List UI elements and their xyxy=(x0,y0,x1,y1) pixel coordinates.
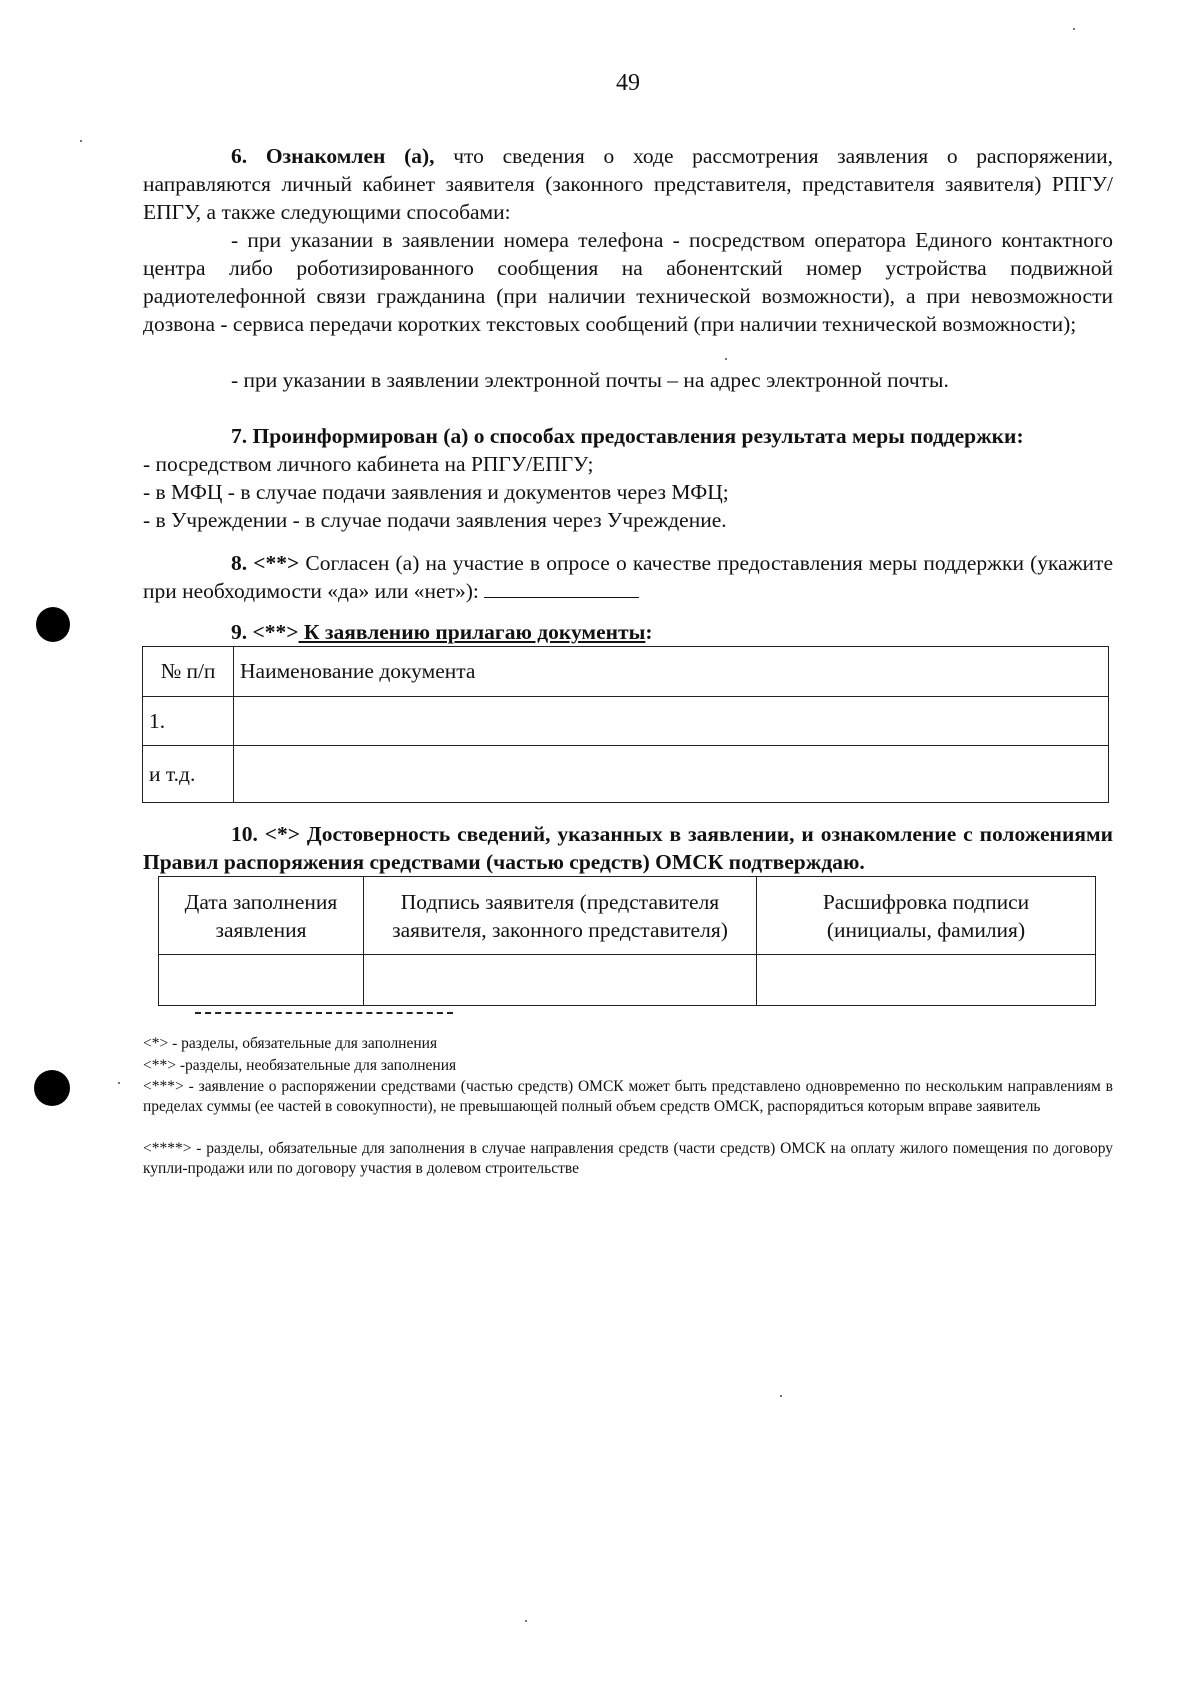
footnote-4: <****> - разделы, обязательные для заполнения в случае направления средств (части средств) ОМСК на оплату жилого помещения по договору купли-продажи или по договору участия в долевом строительстве xyxy=(143,1140,1113,1177)
section-9-heading: К заявлению прилагаю документы xyxy=(298,620,646,644)
section-6-text: что сведения о ходе рассмотрения заявления о распоряжении, направляются личный кабинет заявителя (законного представителя, представителя заявителя) РПГУ/ЕПГУ, а также следующими способами: xyxy=(143,144,1114,224)
section-8-text: Согласен (а) на участие в опросе о качестве предоставления меры поддержки (укажите при необходимости «да» или «нет»): xyxy=(143,551,1113,603)
section-9-heading-line xyxy=(143,618,1113,646)
section-6-paragraph xyxy=(143,142,1113,226)
table-row xyxy=(159,955,1096,1006)
signature-decoding-field[interactable] xyxy=(757,955,1096,1006)
scan-speck xyxy=(80,140,82,142)
section-10-heading: 10. <*> Достоверность сведений, указанных в заявлении, и ознакомление с положениями Правил распоряжения средствами (частью средств) ОМСК подтверждаю. xyxy=(143,822,1113,874)
section-9-number: 9. <**> xyxy=(231,620,299,644)
date-field[interactable] xyxy=(159,955,364,1006)
section-6-item-phone: - при указании в заявлении номера телефона - посредством оператора Единого контактного центра либо роботизированного сообщения на абонентский номер устройства подвижной радиотелефонной связи гражданина (при наличии технической возможности), а при невозможности дозвона - сервиса передачи коротких текстовых сообщений (при наличии технической возможности); xyxy=(143,228,1113,336)
documents-row-2-number: и т.д. xyxy=(143,746,234,803)
scan-speck xyxy=(1073,28,1075,30)
section-6-number: 6. Ознакомлен (а), xyxy=(231,144,435,168)
section-7-item-2: - в МФЦ - в случае подачи заявления и документов через МФЦ; xyxy=(143,480,729,504)
documents-col-name-header: Наименование документа xyxy=(234,647,1109,697)
footnote-2: <**> -разделы, необязательные для заполнения xyxy=(143,1057,457,1074)
documents-row-1-number: 1. xyxy=(143,697,234,746)
scan-speck xyxy=(725,358,727,360)
punch-hole-bottom xyxy=(34,1070,70,1106)
section-7-item-3: - в Учреждении - в случае подачи заявления через Учреждение. xyxy=(143,508,727,532)
documents-row-1-name[interactable] xyxy=(234,697,1109,746)
scan-speck xyxy=(118,1082,120,1084)
documents-col-number-header: № п/п xyxy=(143,647,234,697)
punch-hole-top xyxy=(36,607,70,642)
footnote-1: <*> - разделы, обязательные для заполнения xyxy=(143,1035,438,1052)
signature-decoding-column-header: Расшифровка подписи (инициалы, фамилия) xyxy=(757,877,1096,955)
table-row xyxy=(143,697,1109,746)
page-number: 49 xyxy=(616,70,640,96)
date-column-header: Дата заполнения заявления xyxy=(159,877,364,955)
documents-row-2-name[interactable] xyxy=(234,746,1109,803)
scan-speck xyxy=(525,1620,527,1622)
signature-column-header: Подпись заявителя (представителя заявителя, законного представителя) xyxy=(364,877,757,955)
signature-field[interactable] xyxy=(364,955,757,1006)
section-7-item-1: - посредством личного кабинета на РПГУ/ЕПГУ; xyxy=(143,452,594,476)
confirmation-table-header-row xyxy=(159,877,1096,955)
scan-speck xyxy=(780,1395,782,1397)
documents-table xyxy=(142,646,1109,803)
table-row xyxy=(143,746,1109,803)
documents-table-header-row xyxy=(143,647,1109,697)
confirmation-table xyxy=(158,876,1096,1006)
section-8-number: 8. <**> xyxy=(231,551,300,575)
footnote-3: <***> - заявление о распоряжении средствами (частью средств) ОМСК может быть представлено одновременно по нескольким направлениям в пределах суммы (ее частей в совокупности), не превышающей полный объем средств ОМСК, распорядиться которым вправе заявитель xyxy=(143,1078,1113,1115)
section-7-heading: 7. Проинформирован (а) о способах предоставления результата меры поддержки: xyxy=(231,424,1024,448)
section-8-paragraph xyxy=(143,549,1113,605)
survey-answer-blank[interactable] xyxy=(484,579,639,598)
footnote-separator xyxy=(195,1012,453,1014)
section-6-item-email: - при указании в заявлении электронной почты – на адрес электронной почты. xyxy=(231,368,949,392)
section-9-colon: : xyxy=(645,620,653,644)
